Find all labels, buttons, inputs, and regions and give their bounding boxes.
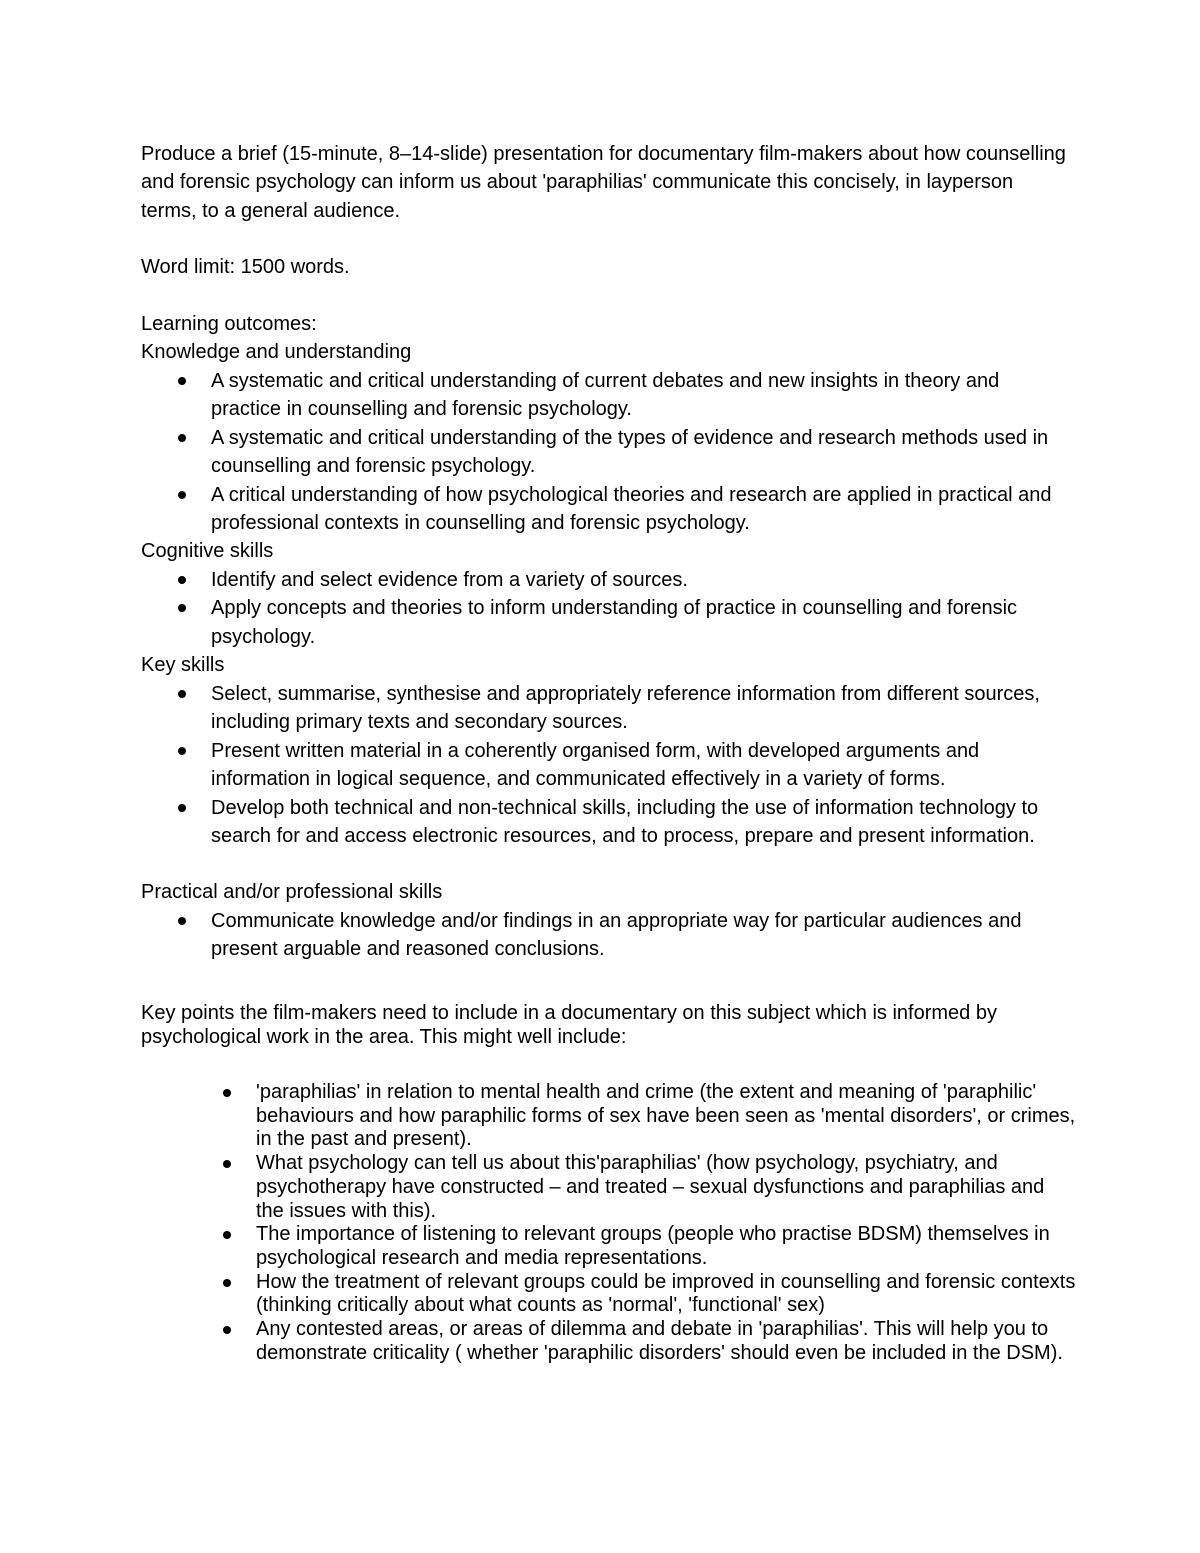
key-skills-heading: Key skills: [141, 654, 225, 676]
list-item: The importance of listening to relevant groups (people who practise BDSM) themselves in psychological research and media representations.: [256, 1223, 1076, 1270]
bullet-icon: [178, 576, 186, 584]
bullet-icon: [223, 1089, 231, 1097]
cognitive-heading: Cognitive skills: [141, 540, 274, 562]
list-item: Develop both technical and non-technical skills, including the use of information technology to search for and access electronic resources, and to process, prepare and present information.: [211, 794, 1071, 851]
knowledge-list: [211, 367, 1071, 537]
list-item: Present written material in a coherently organised form, with developed arguments and information in logical sequence, and communicated effectively in a variety of forms.: [211, 737, 1071, 794]
word-limit: Word limit: 1500 words.: [141, 256, 350, 278]
learning-outcomes-title: Learning outcomes:: [141, 313, 317, 335]
bullet-icon: [223, 1160, 231, 1168]
bullet-icon: [178, 377, 186, 385]
bullet-icon: [178, 690, 186, 698]
bullet-icon: [178, 804, 186, 812]
list-item: Communicate knowledge and/or findings in an appropriate way for particular audiences and present arguable and reasoned conclusions.: [211, 907, 1071, 964]
list-item: How the treatment of relevant groups could be improved in counselling and forensic contexts (thinking critically about what counts as 'normal', 'functional' sex): [256, 1271, 1076, 1318]
list-item: Apply concepts and theories to inform understanding of practice in counselling and forensic psychology.: [211, 594, 1071, 651]
list-item: Identify and select evidence from a variety of sources.: [211, 566, 1071, 594]
list-item: A systematic and critical understanding of current debates and new insights in theory and practice in counselling and forensic psychology.: [211, 367, 1071, 424]
list-item: Select, summarise, synthesise and appropriately reference information from different sources, including primary texts and secondary sources.: [211, 680, 1071, 737]
list-item: Any contested areas, or areas of dilemma and debate in 'paraphilias'. This will help you to demonstrate criticality ( whether 'paraphilic disorders' should even be included in the DSM).: [256, 1318, 1076, 1365]
bullet-icon: [223, 1279, 231, 1287]
bullet-icon: [178, 491, 186, 499]
assignment-intro: Produce a brief (15-minute, 8–14-slide) presentation for documentary film-makers about how counselling and forensic psychology can inform us about 'paraphilias' communicate this concisely, in layperson terms, to a general audience.: [141, 143, 1066, 222]
knowledge-heading: Knowledge and understanding: [141, 341, 412, 363]
key-points-list: [256, 1081, 1076, 1365]
list-item: 'paraphilias' in relation to mental health and crime (the extent and meaning of 'paraphilic' behaviours and how paraphilic forms of sex have been seen as 'mental disorders', or crimes, in the past and present).: [256, 1081, 1076, 1152]
key-skills-list: [211, 680, 1071, 850]
bullet-icon: [223, 1326, 231, 1334]
bullet-icon: [178, 917, 186, 925]
bullet-icon: [178, 747, 186, 755]
practical-list: [211, 907, 1071, 964]
bullet-icon: [178, 604, 186, 612]
list-item: What psychology can tell us about this'paraphilias' (how psychology, psychiatry, and psychotherapy have constructed – and treated – sexual dysfunctions and paraphilias and the issues with this).: [256, 1152, 1076, 1223]
bullet-icon: [223, 1231, 231, 1239]
bullet-icon: [178, 434, 186, 442]
key-points-intro: Key points the film-makers need to include in a documentary on this subject which is informed by psychological work in the area. This might well include:: [141, 1002, 997, 1048]
list-item: A critical understanding of how psychological theories and research are applied in practical and professional contexts in counselling and forensic psychology.: [211, 481, 1071, 538]
list-item: A systematic and critical understanding of the types of evidence and research methods used in counselling and forensic psychology.: [211, 424, 1071, 481]
practical-heading: Practical and/or professional skills: [141, 881, 443, 903]
cognitive-list: [211, 566, 1071, 651]
